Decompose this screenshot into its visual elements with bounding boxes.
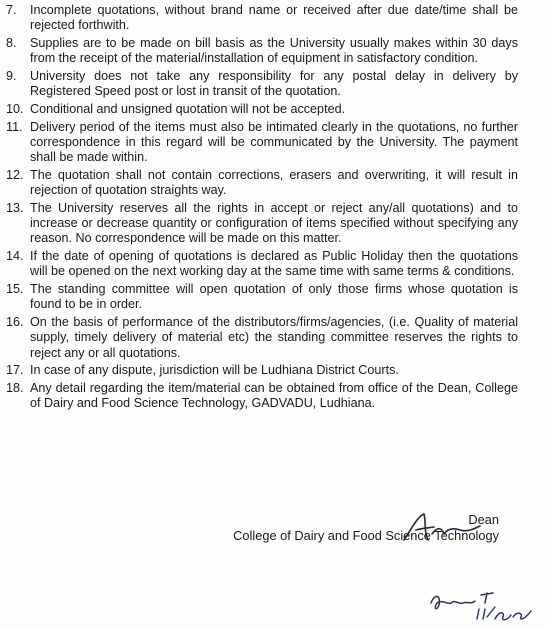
clause-number: 16. xyxy=(6,315,24,330)
clause-text: In case of any dispute, jurisdiction will be Ludhiana District Courts. xyxy=(30,363,399,378)
clause-15 xyxy=(6,282,518,312)
clause-18 xyxy=(6,381,518,411)
clause-number: 7. xyxy=(6,3,17,17)
clause-text: University does not take any responsibility for any postal delay in delivery by Registered Speed post or lost in transit of the quotation. xyxy=(30,69,518,99)
clause-16 xyxy=(6,315,518,361)
clause-number: 9. xyxy=(6,69,17,83)
handwritten-initials-date xyxy=(425,585,537,625)
clause-14 xyxy=(6,249,518,279)
clause-text: On the basis of performance of the distributors/firms/agencies, (i.e. Quality of material supply, timely delivery of material etc) the standing committee reserves the rights to reject any or all quotations. xyxy=(30,315,518,360)
clause-text: Supplies are to be made on bill basis as the University usually makes within 30 days from the receipt of the material/installation of equipment in satisfactory condition. xyxy=(30,36,518,66)
clause-8 xyxy=(6,36,518,66)
clause-10 xyxy=(6,102,518,117)
signature-block xyxy=(233,512,499,544)
signatory-title: Dean xyxy=(468,512,499,527)
clause-text: If the date of opening of quotations is declared as Public Holiday then the quotations will be opened on the next working day at the same time with same terms & conditions. xyxy=(30,249,518,279)
clause-number: 18. xyxy=(6,381,24,396)
clause-number: 17. xyxy=(6,363,24,378)
clause-17 xyxy=(6,363,518,378)
clause-text: Delivery period of the items must also be intimated clearly in the quotations, no further correspondence in this regard will be communicated by the University. The payment shall be made within. xyxy=(30,119,518,165)
clause-11 xyxy=(6,120,518,166)
clause-number: 14. xyxy=(6,249,24,264)
clause-number: 13. xyxy=(6,201,24,215)
clause-text: The quotation shall not contain corrections, erasers and overwriting, it will result in rejection of quotation straights way. xyxy=(30,168,518,198)
clause-number: 10. xyxy=(6,102,24,116)
clause-text: Any detail regarding the item/material can be obtained from office of the Dean, College of Dairy and Food Science Technology, GADVADU, Ludhiana. xyxy=(30,381,518,411)
clause-text: Incomplete quotations, without brand name or received after due date/time shall be rejected forthwith. xyxy=(30,3,518,33)
terms-list xyxy=(6,3,518,414)
clause-number: 11. xyxy=(6,119,23,134)
clause-text: The University reserves all the rights in accept or reject any/all quotations) and to increase or decrease quantity or configuration of items specified without specifying any reason. No correspondence will be made on this matter. xyxy=(30,201,518,246)
clause-number: 12. xyxy=(6,168,24,182)
clause-7 xyxy=(6,3,518,33)
signatory-organization: College of Dairy and Food Science Technology xyxy=(233,528,499,543)
clause-number: 15. xyxy=(6,282,24,297)
clause-12 xyxy=(6,168,518,198)
clause-13 xyxy=(6,201,518,247)
clause-9 xyxy=(6,69,518,99)
clause-text: Conditional and unsigned quotation will not be accepted. xyxy=(30,102,346,116)
clause-number: 8. xyxy=(6,36,17,50)
clause-text: The standing committee will open quotation of only those firms whose quotation is found to be in order. xyxy=(30,282,518,312)
